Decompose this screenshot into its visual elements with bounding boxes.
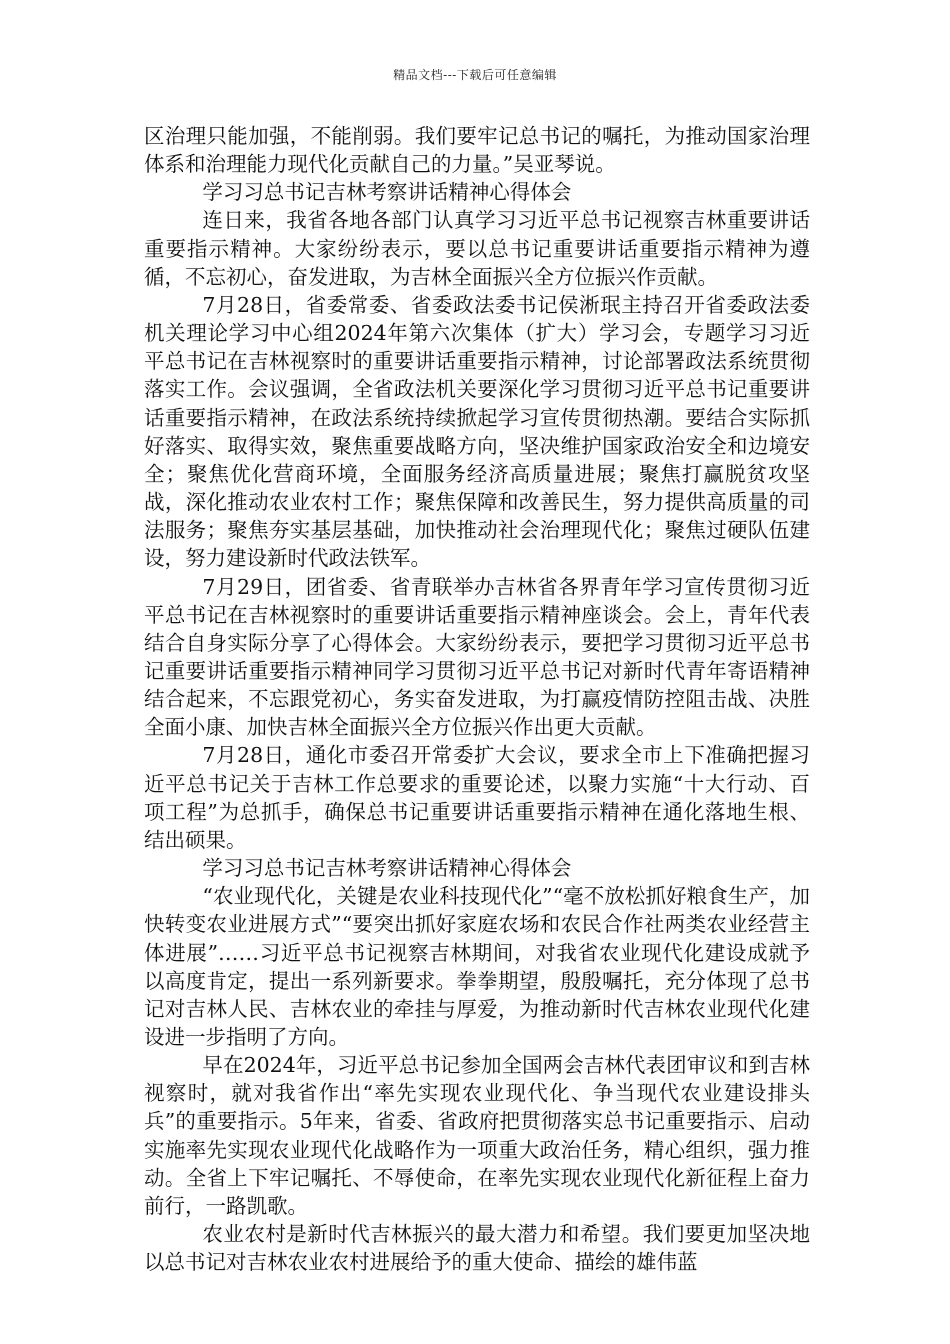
paragraph: 早在2024年，习近平总书记参加全国两会吉林代表团审议和到吉林视察时，就对我省作出“率先实现农业现代化、争当现代农业建设排头兵”的重要指示。5年来，省委、省政府把贯彻落实总书记重要指示、启动实施率先实现农业现代化战略作为一项重大政治任务，精心组织，强力推动。全省上下牢记嘱托、不辱使命，在率先实现农业现代化新征程上奋力前行，一路凯歌。: [144, 1053, 810, 1218]
paragraph: 区治理只能加强，不能削弱。我们要牢记总书记的嘱托，为推动国家治理体系和治理能力现代化贡献自己的力量。”吴亚琴说。: [144, 124, 810, 177]
document-body: [144, 122, 810, 1276]
paragraph: 7月28日，省委常委、省委政法委书记侯淅珉主持召开省委政法委机关理论学习中心组2024年第六次集体（扩大）学习会，专题学习习近平总书记在吉林视察时的重要讲话重要指示精神，讨论部署政法系统贯彻落实工作。会议强调，全省政法机关要深化学习贯彻习近平总书记重要讲话重要指示精神，在政法系统持续掀起学习宣传贯彻热潮。要结合实际抓好落实、取得实效，聚焦重要战略方向，坚决维护国家政治安全和边境安全；聚焦优化营商环境，全面服务经济高质量进展；聚焦打赢脱贫攻坚战，深化推动农业农村工作；聚焦保障和改善民生，努力提供高质量的司法服务；聚焦夯实基层基础，加快推动社会治理现代化；聚焦过硬队伍建设，努力建设新时代政法铁军。: [144, 292, 810, 571]
paragraph: 连日来，我省各地各部门认真学习习近平总书记视察吉林重要讲话重要指示精神。大家纷纷表示，要以总书记重要讲话重要指示精神为遵循，不忘初心，奋发进取，为吉林全面振兴全方位振兴作贡献。: [144, 208, 810, 289]
section-heading: 学习习总书记吉林考察讲话精神心得体会: [202, 180, 572, 205]
section-heading: 学习习总书记吉林考察讲话精神心得体会: [202, 856, 572, 881]
paragraph: 7月28日，通化市委召开常委扩大会议，要求全市上下准确把握习近平总书记关于吉林工作总要求的重要论述，以聚力实施“十大行动、百项工程”为总抓手，确保总书记重要讲话重要指示精神在通化落地生根、结出硕果。: [144, 743, 810, 852]
paragraph: 7月29日，团省委、省青联举办吉林省各界青年学习宣传贯彻习近平总书记在吉林视察时的重要讲话重要指示精神座谈会。会上，青年代表结合自身实际分享了心得体会。大家纷纷表示，要把学习贯彻习近平总书记重要讲话重要指示精神同学习贯彻习近平总书记对新时代青年寄语精神结合起来，不忘跟党初心，务实奋发进取，为打赢疫情防控阻击战、决胜全面小康、加快吉林全面振兴全方位振兴作出更大贡献。: [144, 574, 810, 740]
page-header-watermark: 精品文档---下载后可任意编辑: [393, 68, 557, 82]
paragraph: “农业现代化，关键是农业科技现代化”“毫不放松抓好粮食生产，加快转变农业进展方式”“要突出抓好家庭农场和农民合作社两类农业经营主体进展”……习近平总书记视察吉林期间，对我省农业现代化建设成就予以高度肯定，提出一系列新要求。拳拳期望，殷殷嘱托，充分体现了总书记对吉林人民、吉林农业的牵挂与厚爱，为推动新时代吉林农业现代化建设进一步指明了方向。: [144, 884, 810, 1049]
paragraph: 农业农村是新时代吉林振兴的最大潜力和希望。我们要更加坚决地以总书记对吉林农业农村进展给予的重大使命、描绘的雄伟蓝: [144, 1222, 810, 1275]
